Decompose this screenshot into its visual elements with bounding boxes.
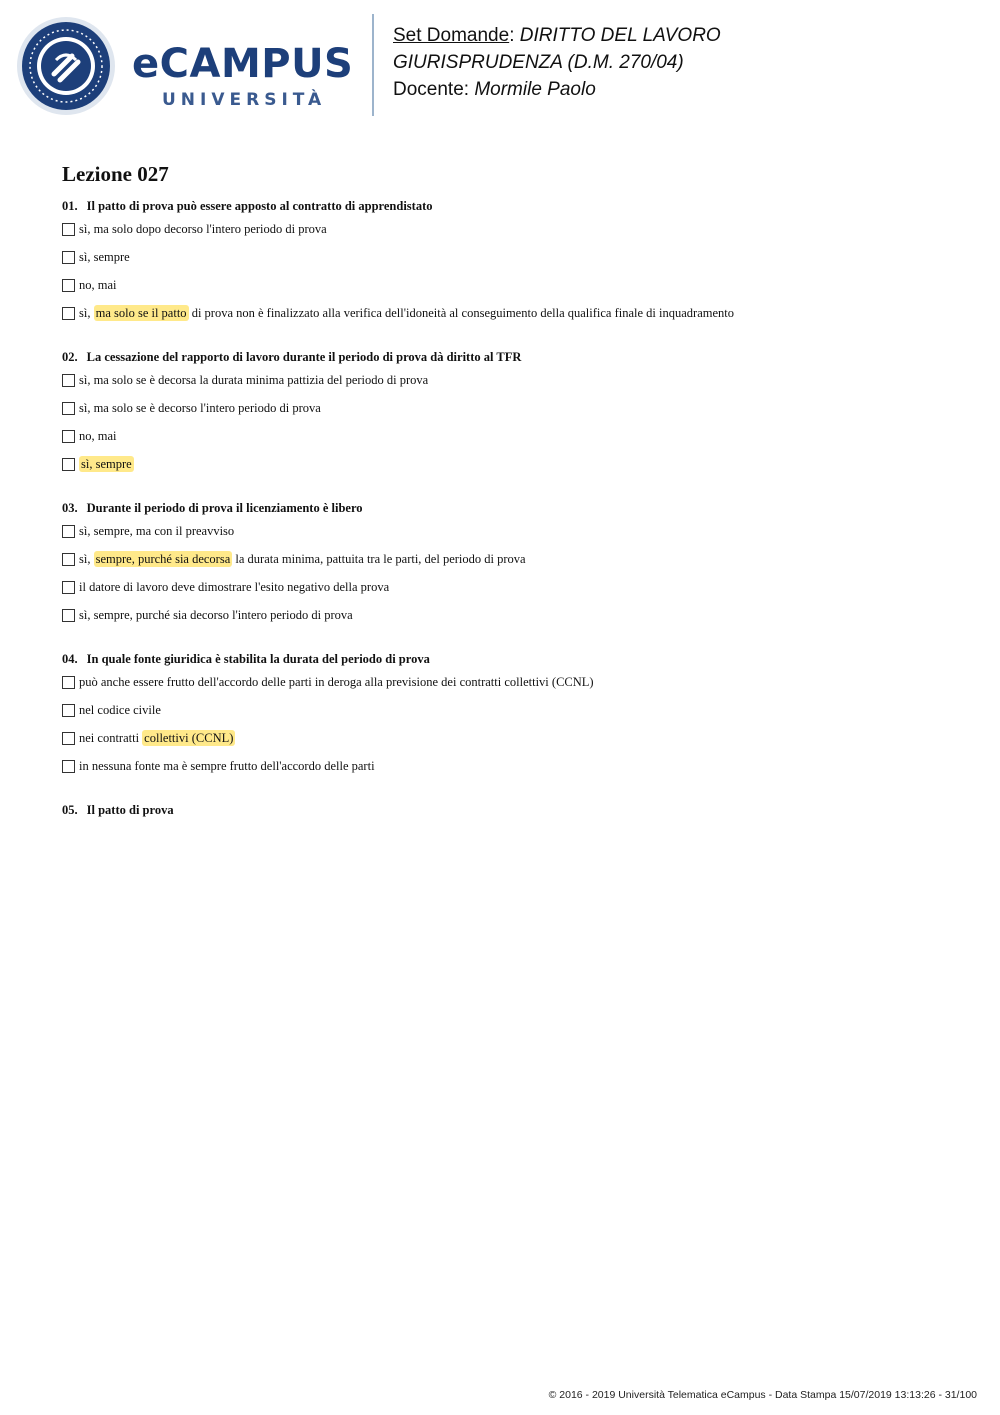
- answer-label: [79, 759, 375, 774]
- question-text: [62, 650, 962, 668]
- answer-label: [79, 580, 389, 595]
- answer-text: sì, ma solo se è decorso l'intero periodo di prova: [79, 400, 321, 415]
- set-line-3: [393, 76, 721, 103]
- answer-option[interactable]: [62, 299, 962, 327]
- answer-option[interactable]: [62, 271, 962, 299]
- answer-label: [79, 306, 734, 321]
- answer-text: il datore di lavoro deve dimostrare l'esito negativo della prova: [79, 579, 390, 594]
- answer-label: [79, 675, 594, 690]
- docente-label: Docente:: [393, 79, 470, 100]
- question-number: 03.: [62, 501, 78, 515]
- answer-option[interactable]: [62, 517, 962, 545]
- header-divider: [372, 14, 374, 116]
- question-label: In quale fonte giuridica è stabilita la durata del periodo di prova: [86, 652, 430, 666]
- set-label: Set Domande: [393, 25, 510, 46]
- answer-option[interactable]: [62, 215, 962, 243]
- question-3: [62, 499, 962, 629]
- answer-text: nel codice civile: [79, 702, 161, 717]
- answer-checkbox[interactable]: [62, 760, 75, 773]
- answer-text: sì, sempre: [79, 249, 130, 264]
- answer-checkbox[interactable]: [62, 732, 75, 745]
- answer-option[interactable]: [62, 752, 962, 780]
- answer-text: sì,: [79, 551, 94, 566]
- answer-option[interactable]: [62, 450, 962, 478]
- answer-checkbox[interactable]: [62, 307, 75, 320]
- answer-option[interactable]: [62, 422, 962, 450]
- answer-label: [79, 222, 327, 237]
- answer-label: [79, 401, 321, 416]
- answer-text: sì, ma solo se è decorsa la durata minima pattizia del periodo di prova: [79, 372, 429, 387]
- answer-text: nei contratti: [79, 730, 143, 745]
- answer-checkbox[interactable]: [62, 374, 75, 387]
- answer-label: [79, 608, 353, 623]
- docente-name: Mormile Paolo: [474, 79, 596, 100]
- set-line-2: [393, 49, 721, 76]
- answer-label: [79, 373, 428, 388]
- answer-checkbox[interactable]: [62, 402, 75, 415]
- answer-option[interactable]: [62, 545, 962, 573]
- page-header: [0, 0, 1000, 130]
- answer-text: in nessuna fonte ma è sempre frutto dell'accordo delle parti: [79, 758, 375, 773]
- logo-sub-text: UNIVERSITÀ: [162, 90, 327, 110]
- question-number: 04.: [62, 652, 78, 666]
- question-label: Durante il periodo di prova il licenziamento è libero: [86, 501, 363, 515]
- answer-label: [79, 457, 134, 472]
- ecampus-wordmark: [132, 41, 354, 110]
- answer-label: [79, 429, 117, 444]
- answer-text: la durata minima, pattuita tra le parti, del periodo di prova: [232, 551, 526, 566]
- set-title-1: DIRITTO DEL LAVORO: [519, 25, 721, 46]
- question-label: Il patto di prova può essere apposto al contratto di apprendistato: [86, 199, 433, 213]
- question-text: [62, 348, 962, 366]
- answer-text: sì, ma solo dopo decorso l'intero periodo di prova: [79, 221, 327, 236]
- question-text: [62, 197, 962, 215]
- answer-checkbox[interactable]: [62, 251, 75, 264]
- answer-option[interactable]: [62, 696, 962, 724]
- answer-text: no, mai: [79, 277, 117, 292]
- answer-checkbox[interactable]: [62, 430, 75, 443]
- question-number: 02.: [62, 350, 78, 364]
- set-line-1: Set Domande: DIRITTO DEL LAVORO: [393, 25, 721, 46]
- answer-option[interactable]: [62, 724, 962, 752]
- answer-highlight: sempre, purché sia decorsa: [95, 551, 231, 566]
- answer-label: [79, 731, 235, 746]
- answer-checkbox[interactable]: [62, 525, 75, 538]
- answer-highlight: collettivi (CCNL): [144, 730, 234, 745]
- answer-option[interactable]: [62, 573, 962, 601]
- lesson-title: Lezione 027: [62, 162, 169, 186]
- ecampus-seal-logo: [16, 16, 116, 116]
- answer-checkbox[interactable]: [62, 609, 75, 622]
- answer-highlight: sì, sempre: [81, 456, 132, 471]
- question-number: 01.: [62, 199, 78, 213]
- answer-text: sì, sempre, purché sia decorso l'intero periodo di prova: [79, 607, 353, 622]
- question-4: [62, 650, 962, 780]
- answer-text: no, mai: [79, 428, 117, 443]
- answer-label: [79, 552, 526, 567]
- page-footer: © 2016 - 2019 Università Telematica eCampus - Data Stampa 15/07/2019 13:13:26 - 31/100: [548, 1389, 977, 1401]
- logo-main-text: eCAMPUS: [132, 41, 354, 87]
- question-text: [62, 801, 962, 819]
- answer-text: sì, sempre, ma con il preavviso: [79, 523, 235, 538]
- answer-checkbox[interactable]: [62, 223, 75, 236]
- answer-label: [79, 278, 117, 293]
- set-info: [393, 22, 721, 103]
- answer-checkbox[interactable]: [62, 676, 75, 689]
- question-5: [62, 801, 962, 819]
- answer-option[interactable]: [62, 601, 962, 629]
- answer-checkbox[interactable]: [62, 553, 75, 566]
- question-2: [62, 348, 962, 478]
- answer-label: [79, 524, 234, 539]
- answer-label: [79, 703, 161, 718]
- answer-highlight: ma solo se il patto: [95, 305, 187, 320]
- answer-option[interactable]: [62, 668, 962, 696]
- answer-option[interactable]: [62, 394, 962, 422]
- answer-checkbox[interactable]: [62, 704, 75, 717]
- answer-checkbox[interactable]: [62, 458, 75, 471]
- question-1: [62, 197, 962, 327]
- question-label: Il patto di prova: [86, 803, 174, 817]
- question-text: [62, 499, 962, 517]
- answer-checkbox[interactable]: [62, 581, 75, 594]
- answer-text: di prova non è finalizzato alla verifica dell'idoneità al conseguimento della qualifica finale di inquadramento: [188, 305, 735, 320]
- answer-text: sì,: [79, 305, 94, 320]
- answer-label: [79, 250, 130, 265]
- question-number: 05.: [62, 803, 78, 817]
- answer-option[interactable]: [62, 366, 962, 394]
- question-label: La cessazione del rapporto di lavoro durante il periodo di prova dà diritto al TFR: [86, 350, 522, 364]
- answer-option[interactable]: [62, 243, 962, 271]
- set-title-2: GIURISPRUDENZA (D.M. 270/04): [393, 52, 684, 73]
- answer-checkbox[interactable]: [62, 279, 75, 292]
- answer-text: può anche essere frutto dell'accordo delle parti in deroga alla previsione dei contratti collettivi (CCNL): [79, 674, 594, 689]
